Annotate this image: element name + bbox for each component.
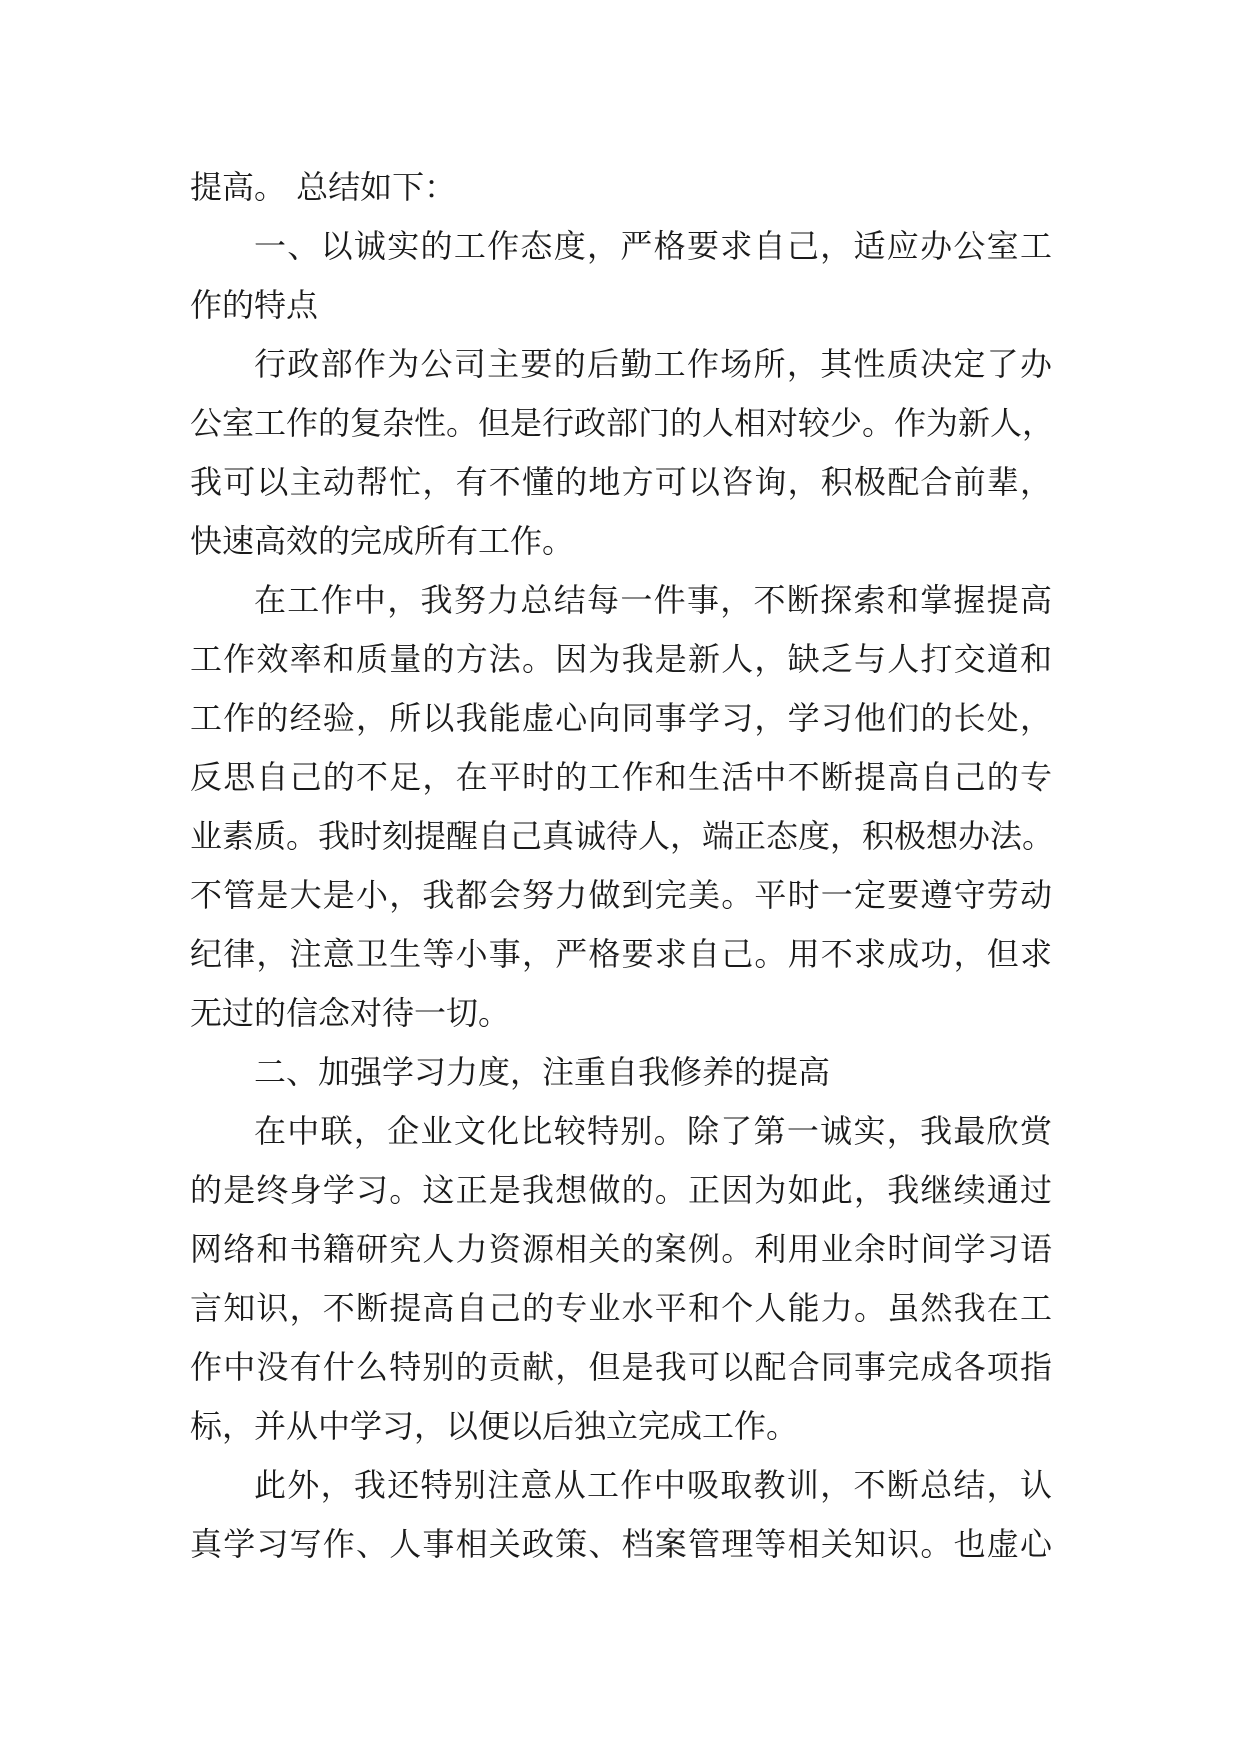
- text-line: 反思自己的不足，在平时的工作和生活中不断提高自己的专: [190, 758, 1052, 796]
- text-line: 工作的经验，所以我能虚心向同事学习，学习他们的长处，: [190, 699, 1052, 737]
- paragraph-start: 行政部作为公司主要的后勤工作场所，其性质决定了办: [254, 345, 1052, 383]
- text-line: 工作效率和质量的方法。因为我是新人，缺乏与人打交道和: [190, 640, 1052, 678]
- text-line: 提高。 总结如下：: [190, 168, 457, 206]
- text-line: 作的特点: [190, 286, 319, 324]
- text-line: 公室工作的复杂性。但是行政部门的人相对较少。作为新人，: [190, 404, 1055, 442]
- section-heading: 二、加强学习力度，注重自我修养的提高: [254, 1053, 831, 1091]
- paragraph-start: 在工作中，我努力总结每一件事，不断探索和掌握提高: [254, 581, 1052, 619]
- text-line: 快速高效的完成所有工作。: [190, 522, 575, 560]
- text-line: 言知识，不断提高自己的专业水平和个人能力。虽然我在工: [190, 1289, 1052, 1327]
- text-line: 的是终身学习。这正是我想做的。正因为如此，我继续通过: [190, 1171, 1052, 1209]
- text-line: 纪律，注意卫生等小事，严格要求自己。用不求成功，但求: [190, 935, 1052, 973]
- paragraph-start: 此外，我还特别注意从工作中吸取教训，不断总结，认: [254, 1466, 1052, 1504]
- text-line: 网络和书籍研究人力资源相关的案例。利用业余时间学习语: [190, 1230, 1052, 1268]
- document-body: [190, 158, 1055, 1574]
- text-line: 作中没有什么特别的贡献，但是我可以配合同事完成各项指: [190, 1348, 1052, 1386]
- text-line: 无过的信念对待一切。: [190, 994, 511, 1032]
- section-heading: 一、以诚实的工作态度，严格要求自己，适应办公室工: [254, 227, 1052, 265]
- text-line: 真学习写作、人事相关政策、档案管理等相关知识。也虚心: [190, 1525, 1052, 1563]
- text-line: 业素质。我时刻提醒自己真诚待人，端正态度，积极想办法。: [190, 817, 1055, 855]
- text-line: 不管是大是小，我都会努力做到完美。平时一定要遵守劳动: [190, 876, 1052, 914]
- paragraph-start: 在中联，企业文化比较特别。除了第一诚实，我最欣赏: [254, 1112, 1052, 1150]
- text-line: 我可以主动帮忙，有不懂的地方可以咨询，积极配合前辈，: [190, 463, 1052, 501]
- text-line: 标，并从中学习，以便以后独立完成工作。: [190, 1407, 799, 1445]
